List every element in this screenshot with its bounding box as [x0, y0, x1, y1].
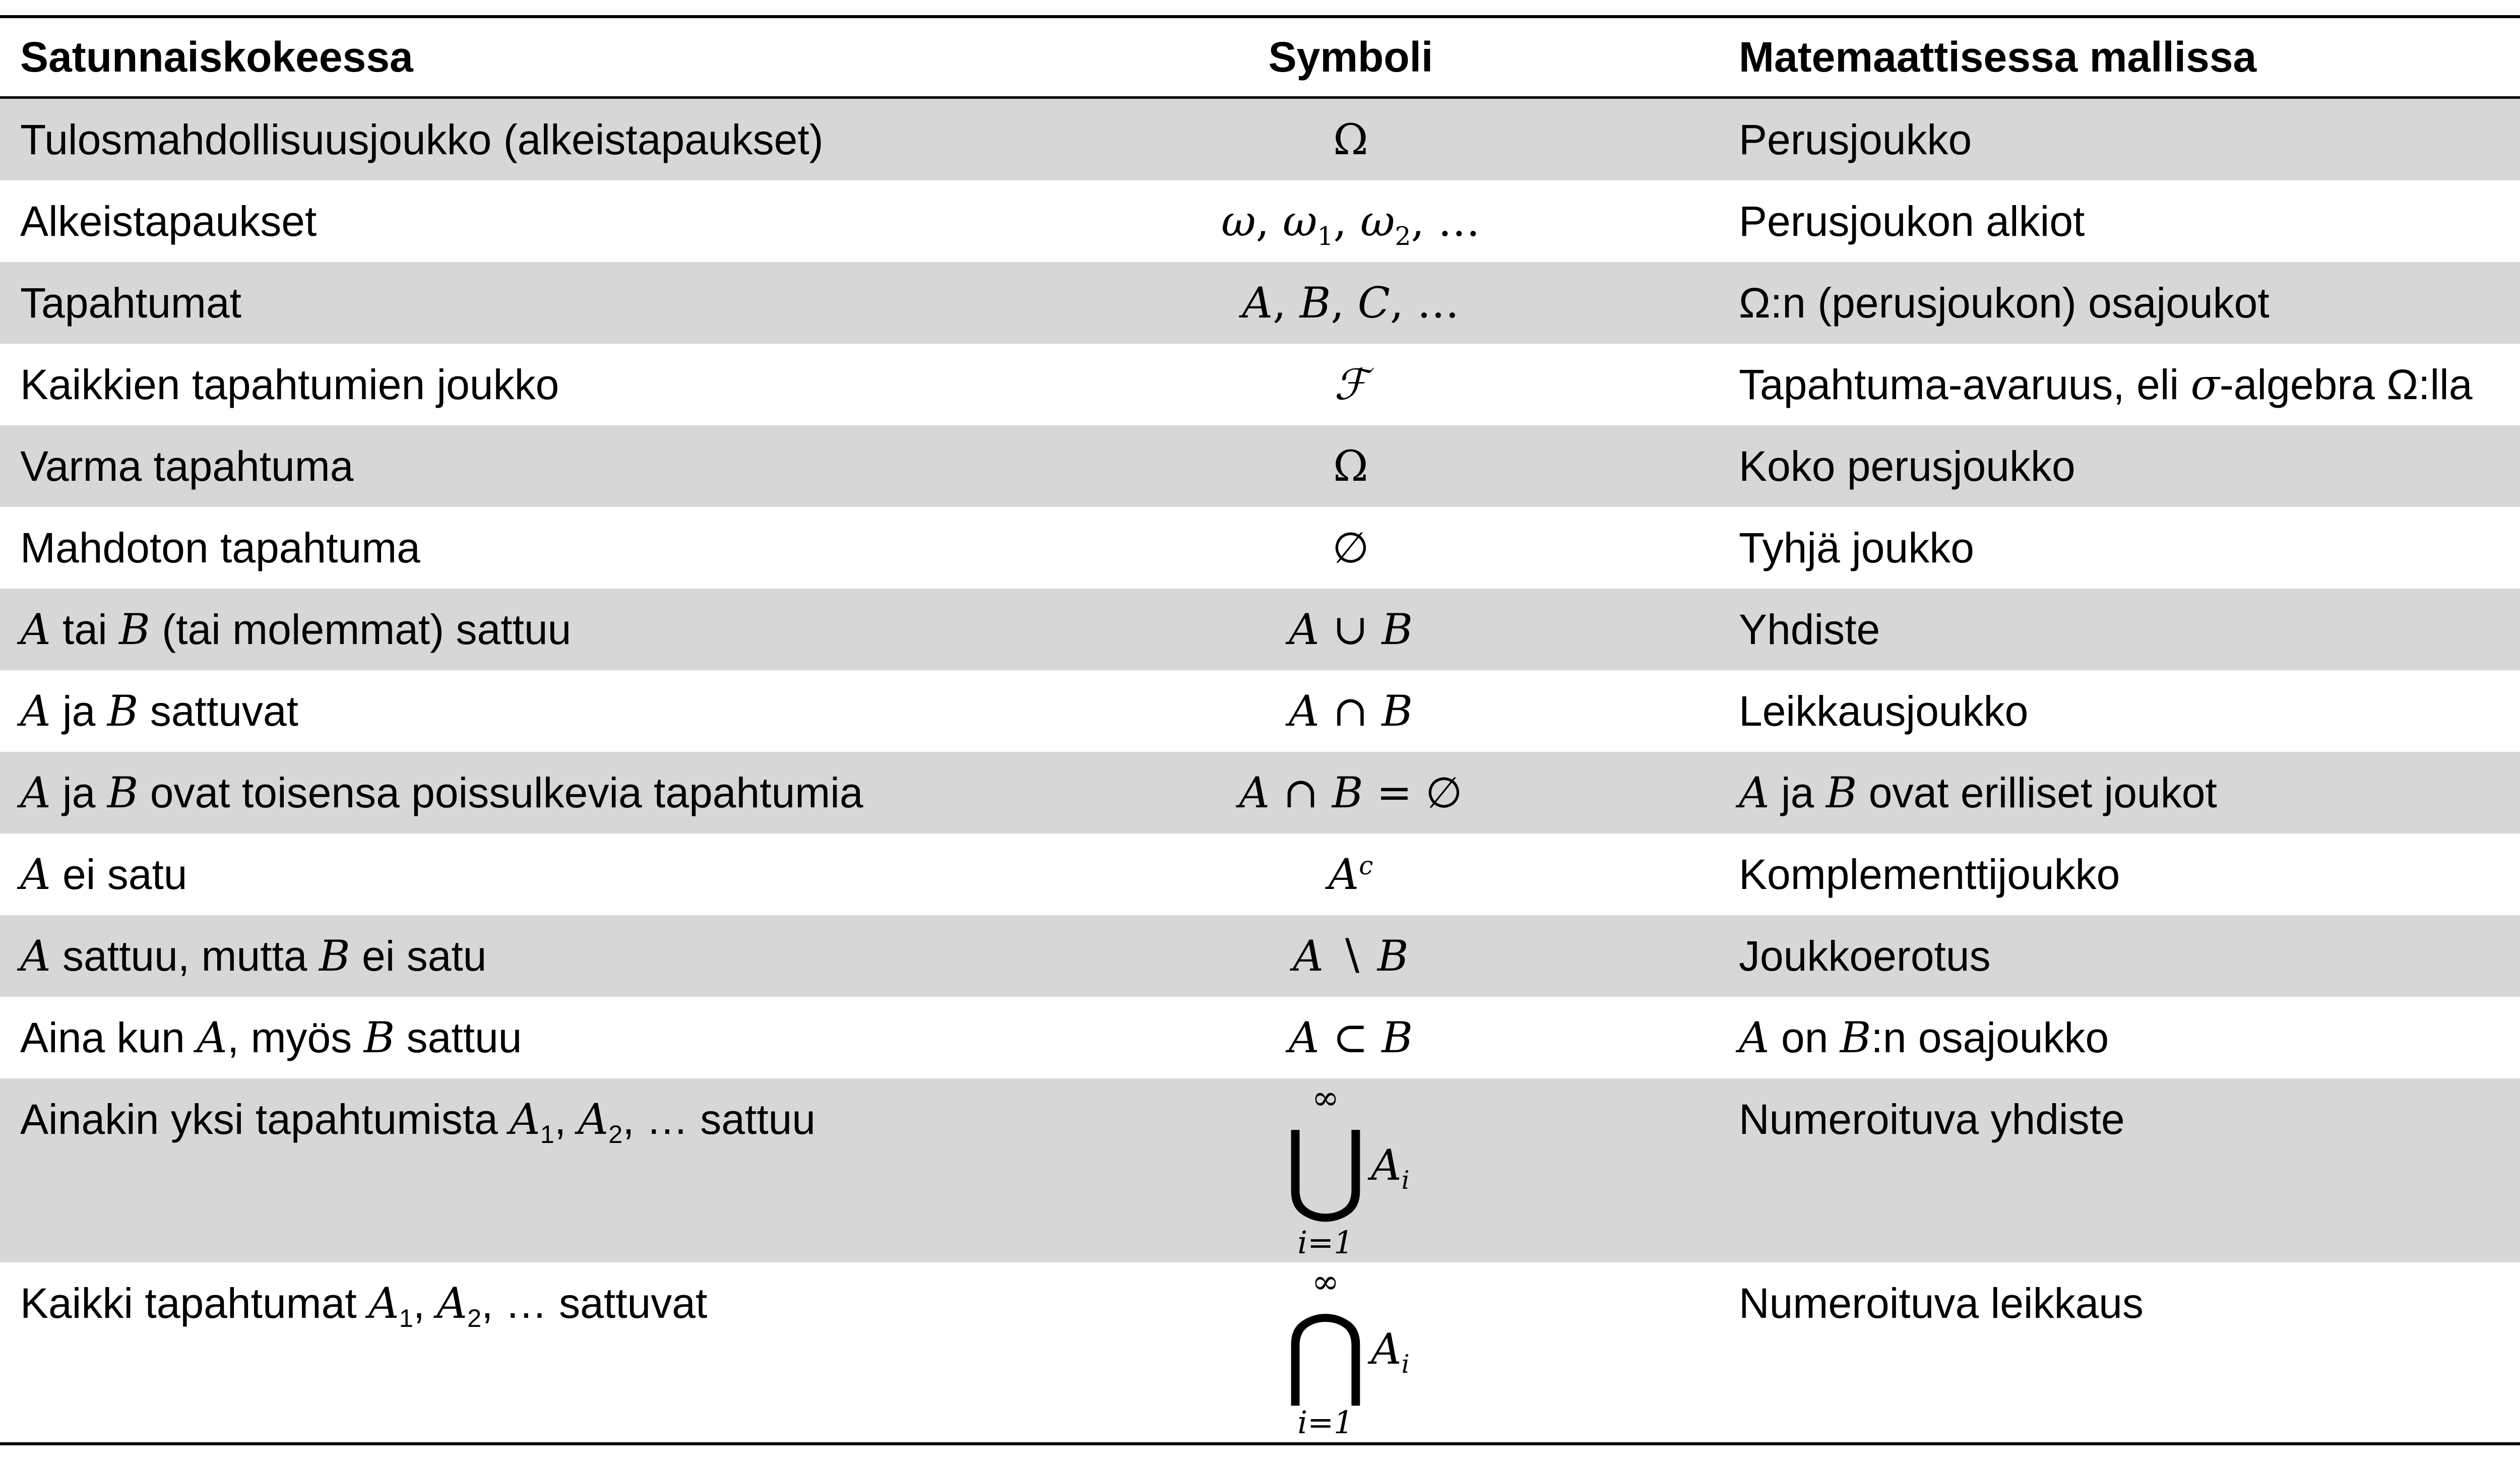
event-cell: Tulosmahdollisuusjoukko (alkeistapaukset): [20, 116, 824, 163]
model-cell: A ja B ovat erilliset joukot: [1739, 768, 2217, 817]
symbol-cell: A, B, C, …: [1242, 278, 1460, 328]
symbol-cell: A ∖ B: [1293, 931, 1409, 981]
table-row: [0, 262, 2520, 344]
symbol-cell: $A^c$: [1328, 850, 1373, 899]
table-row: [0, 344, 2520, 425]
model-cell: A on B:n osajoukko: [1739, 1013, 2109, 1062]
table-row: [0, 997, 2520, 1078]
model-cell: Numeroituva leikkaus: [1739, 1280, 2144, 1327]
event-cell: Kaikkien tapahtumien joukko: [20, 361, 559, 408]
table-row: [0, 752, 2520, 834]
model-cell: Tyhjä joukko: [1739, 524, 1974, 571]
model-cell: Perusjoukon alkiot: [1739, 198, 2085, 245]
table-row: [0, 1262, 2520, 1442]
symbol-cell: A ∩ B: [1288, 686, 1413, 736]
symbol-cell: ℱ: [1334, 360, 1368, 409]
model-cell: Leikkausjoukko: [1739, 687, 2029, 735]
table-row: [0, 834, 2520, 915]
table-bottom-rule: [0, 1442, 2520, 1445]
operand: $A_i$: [1371, 1324, 1410, 1379]
symbol-cell: ∅: [1332, 523, 1369, 572]
table-row: [0, 99, 2520, 180]
event-cell: A ei satu: [20, 850, 187, 899]
model-cell: Koko perusjoukko: [1739, 442, 2075, 490]
model-cell: Tapahtuma-avaruus, eli σ-algebra Ω:lla: [1739, 360, 2473, 409]
table-header: [0, 18, 2520, 96]
table-row: [0, 425, 2520, 507]
symbol-cell: [1275, 1078, 1426, 1262]
upper-limit: ∞: [1311, 1262, 1340, 1301]
event-cell: A ja B sattuvat: [20, 686, 298, 736]
table-row: [0, 180, 2520, 262]
table-row: [0, 670, 2520, 752]
model-cell: Joukkoerotus: [1739, 932, 1991, 980]
event-cell: Kaikki tapahtumat $A_1$, $A_2$, … sattuvat: [20, 1279, 708, 1332]
upper-limit: ∞: [1311, 1078, 1340, 1117]
table-row: [0, 1078, 2520, 1262]
symbol-cell: A ⊂ B: [1288, 1013, 1413, 1062]
table-row: [0, 915, 2520, 997]
model-cell: Ω:n (perusjoukon) osajoukot: [1739, 279, 2270, 327]
header-col-event: Satunnaiskokeessa: [20, 33, 413, 81]
symbol-cell: A ∩ B = ∅: [1239, 768, 1463, 817]
symbol-cell: Ω: [1333, 441, 1368, 491]
header-col-model: Matemaattisessa mallissa: [1739, 33, 2257, 81]
big-union-icon: ⋃: [1284, 1109, 1367, 1227]
model-cell: Perusjoukko: [1739, 116, 1972, 163]
event-cell: A sattuu, mutta B ei satu: [20, 931, 487, 981]
header-col-symbol: Symboli: [1268, 33, 1433, 81]
event-cell: A ja B ovat toisensa poissulkevia tapahtumia: [20, 768, 863, 817]
lower-limit: i=1: [1297, 1404, 1354, 1441]
symbol-cell: Ω: [1333, 115, 1368, 164]
symbol-cell: ω, $\omega_1$, $\omega_2$, …: [1221, 197, 1480, 251]
event-cell: Varma tapahtuma: [20, 442, 354, 490]
big-intersection-icon: ⋂: [1284, 1293, 1367, 1411]
event-cell: A tai B (tai molemmat) sattuu: [20, 605, 572, 654]
event-cell: Ainakin yksi tapahtumista $A_1$, $A_2$, … sattuu: [20, 1095, 816, 1148]
event-cell: Tapahtumat: [20, 279, 241, 327]
table-row: [0, 507, 2520, 589]
operand: $A_i$: [1371, 1140, 1410, 1195]
symbol-cell: [1275, 1262, 1426, 1442]
event-cell: Alkeistapaukset: [20, 198, 317, 245]
model-cell: Komplementtijoukko: [1739, 851, 2120, 898]
event-cell: Mahdoton tapahtuma: [20, 524, 420, 571]
lower-limit: i=1: [1297, 1224, 1354, 1261]
model-cell: Yhdiste: [1739, 606, 1880, 653]
symbol-cell: A ∪ B: [1288, 605, 1413, 654]
model-cell: Numeroituva yhdiste: [1739, 1096, 2125, 1143]
event-cell: Aina kun A, myös B sattuu: [20, 1013, 522, 1062]
table-row: [0, 589, 2520, 670]
